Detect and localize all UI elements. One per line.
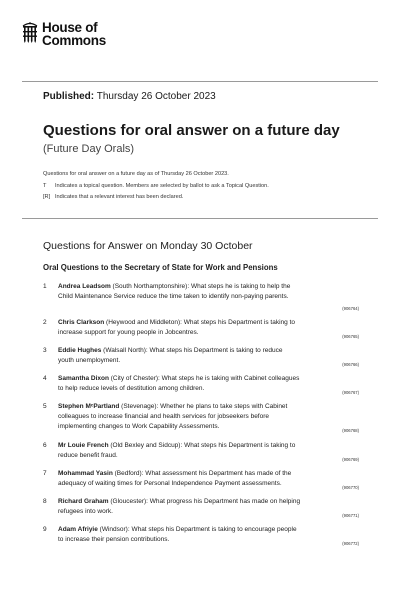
question-item — [43, 441, 359, 467]
question-item — [43, 469, 359, 495]
logo-wordmark — [42, 22, 106, 47]
question-ref: (906770) — [342, 485, 359, 490]
member-name: Mr Louie French — [58, 442, 109, 449]
section-subheading: Oral Questions to the Secretary of State for Work and Pensions — [43, 263, 278, 272]
question-ref: (906765) — [342, 334, 359, 339]
question-number: 1 — [43, 283, 47, 290]
house-of-commons-logo — [22, 22, 106, 47]
note-topical — [43, 183, 269, 189]
question-number: 4 — [43, 375, 47, 382]
note-symbol: [R] — [43, 194, 51, 200]
question-body — [58, 525, 358, 545]
question-text: (Stevenage): Whether he plans to take steps with Cabinet — [119, 403, 288, 410]
question-text: (Windsor): What steps his Department is taking to encourage people — [97, 526, 297, 533]
question-ref: (906764) — [342, 306, 359, 311]
question-text: (Heywood and Middleton): What steps his Department is taking to — [104, 319, 296, 326]
question-body — [58, 318, 358, 338]
question-text: youth unemployment. — [58, 357, 121, 364]
question-text: (South Northamptonshire): What steps he is taking to help the — [110, 283, 291, 290]
question-number: 7 — [43, 470, 47, 477]
question-number: 8 — [43, 498, 47, 505]
question-number: 6 — [43, 442, 47, 449]
question-text: implementing changes to Work Capability Assessments. — [58, 423, 220, 430]
question-number: 5 — [43, 403, 47, 410]
note-symbol: T — [43, 183, 47, 189]
member-name: Chris Clarkson — [58, 319, 105, 326]
question-text: (Gloucester): What progress his Department has made on helping — [108, 498, 301, 505]
question-item — [43, 374, 359, 400]
question-text: (City of Chester): What steps he is taking with Cabinet colleagues — [108, 375, 300, 382]
question-text: adequacy of waiting times for Personal Independence Payment assessments. — [58, 480, 282, 487]
question-ref: (906767) — [342, 390, 359, 395]
portcullis-icon — [22, 22, 38, 44]
section-heading: Questions for Answer on Monday 30 October — [43, 240, 253, 252]
question-item — [43, 346, 359, 372]
member-name: Stephen MᶜPartland — [58, 403, 120, 410]
member-name: Mohammad Yasin — [58, 470, 113, 477]
question-text: (Bedford): What assessment his Department has made of the — [112, 470, 292, 477]
question-text: reduce benefit fraud. — [58, 452, 118, 459]
question-item — [43, 318, 359, 344]
divider-top — [22, 81, 378, 82]
question-number: 2 — [43, 319, 47, 326]
question-body — [58, 402, 358, 432]
question-body — [58, 346, 358, 366]
note-text: Indicates a topical question. Members are selected by ballot to ask a Topical Question. — [55, 183, 269, 189]
question-text: to help reduce levels of destitution among children. — [58, 385, 205, 392]
note-text: Indicates that a relevant interest has been declared. — [55, 194, 184, 200]
member-name: Adam Afriyie — [58, 526, 98, 533]
note-interest — [43, 194, 183, 200]
question-text: Child Maintenance Service reduce the time taken to identify non-paying parents. — [58, 293, 289, 300]
member-name: Andrea Leadsom — [58, 283, 111, 290]
question-text: (Old Bexley and Sidcup): What steps his Department is taking to — [108, 442, 296, 449]
logo-line-2: Commons — [42, 32, 106, 48]
question-number: 3 — [43, 347, 47, 354]
question-body — [58, 469, 358, 489]
intro-text: Questions for oral answer on a future day as of Thursday 26 October 2023. — [43, 171, 229, 177]
divider-middle — [22, 218, 378, 219]
question-body — [58, 282, 358, 302]
question-ref: (906769) — [342, 457, 359, 462]
question-text: increase support for young people in Jobcentres. — [58, 329, 199, 336]
question-ref: (906772) — [342, 541, 359, 546]
published-date: Thursday 26 October 2023 — [96, 91, 216, 102]
question-item — [43, 402, 359, 436]
member-name: Samantha Dixon — [58, 375, 109, 382]
question-body — [58, 497, 358, 517]
question-body — [58, 374, 358, 394]
question-item — [43, 525, 359, 551]
question-text: colleagues to increase financial and health services for jobseekers before — [58, 413, 270, 420]
page-title: Questions for oral answer on a future day — [43, 122, 340, 139]
question-text: to increase their pension contributions. — [58, 536, 170, 543]
logo-line-1: House of — [42, 20, 98, 35]
member-name: Eddie Hughes — [58, 347, 102, 354]
page-subtitle: (Future Day Orals) — [43, 143, 135, 155]
question-ref: (906768) — [342, 428, 359, 433]
question-ref: (906766) — [342, 362, 359, 367]
member-name: Richard Graham — [58, 498, 109, 505]
question-number: 9 — [43, 526, 47, 533]
question-text: (Walsall North): What steps his Department is taking to reduce — [101, 347, 283, 354]
question-item — [43, 497, 359, 523]
published-line — [43, 91, 216, 102]
published-label: Published: — [43, 91, 95, 102]
question-body — [58, 441, 358, 461]
question-item — [43, 282, 359, 311]
question-text: refugees into work. — [58, 508, 113, 515]
question-ref: (906771) — [342, 513, 359, 518]
